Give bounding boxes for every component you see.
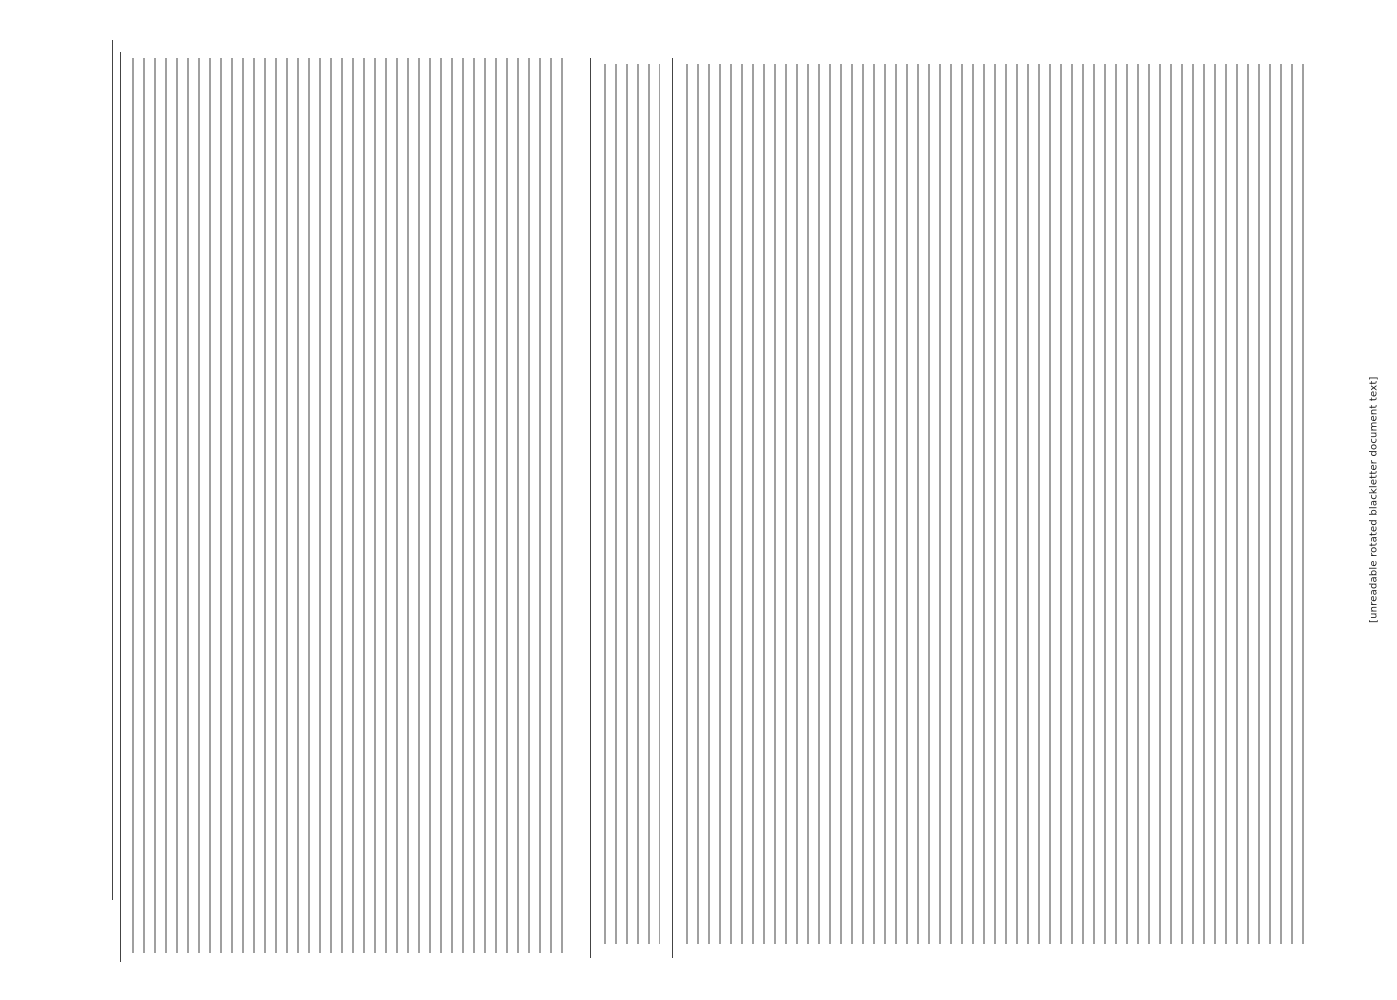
left-text-region: [132, 58, 572, 953]
middle-column-divider: [590, 58, 591, 958]
right-text-region: [686, 64, 1306, 944]
page-header-rule: [92, 40, 113, 900]
transcription-placeholder: [unreadable rotated blackletter document text]: [1368, 376, 1380, 624]
left-column-divider: [120, 52, 121, 962]
right-column-divider: [672, 58, 673, 958]
middle-text-region: [604, 64, 660, 944]
